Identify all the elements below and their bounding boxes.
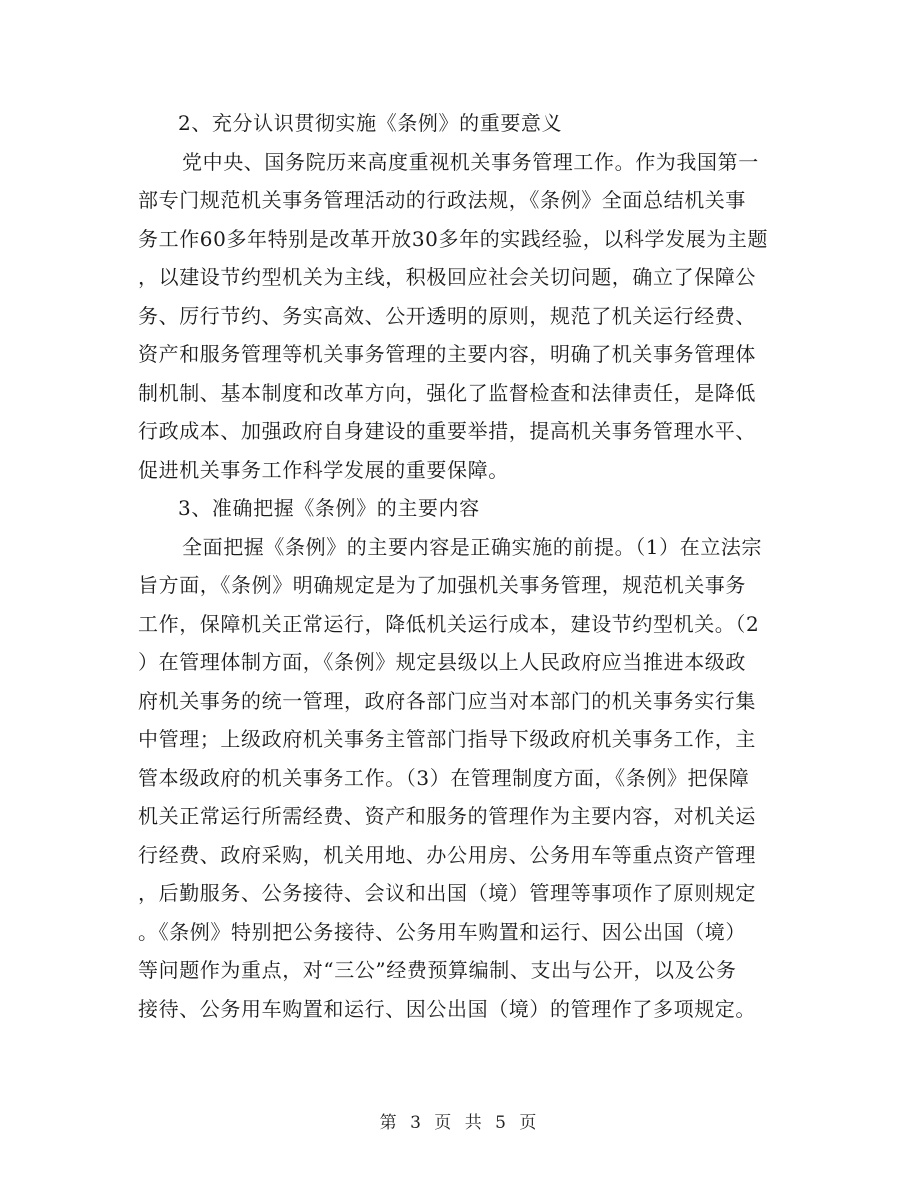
paragraph-line: 党中央、国务院历来高度重视机关事务管理工作。作为我国第一 — [182, 149, 759, 174]
paragraph-line: ）在管理体制方面，《条例》规定县级以上人民政府应当推进本级政 — [138, 650, 746, 674]
paragraph-line: 等问题作为重点，对“三公”经费预算编制、支出与公开，以及公务 — [138, 958, 737, 982]
document-body — [138, 104, 778, 1028]
paragraph-line: 制机制、基本制度和改革方向，强化了监督检查和法律责任，是降低 — [138, 380, 756, 405]
paragraph-line: 管本级政府的机关事务工作。（3）在管理制度方面，《条例》把保障 — [138, 765, 750, 790]
paragraph-line: 资产和服务管理等机关事务管理的主要内容，明确了机关事务管理体 — [138, 342, 756, 366]
paragraph-line: 机关正常运行所需经费、资产和服务的管理作为主要内容，对机关运 — [138, 804, 756, 828]
paragraph-line: 中管理；上级政府机关事务主管部门指导下级政府机关事务工作，主 — [138, 727, 756, 751]
paragraph-line: 务工作60多年特别是改革开放30多年的实践经验，以科学发展为主题 — [138, 226, 769, 251]
page-number-footer: 第 3 页 共 5 页 — [379, 1113, 541, 1133]
paragraph-line: 旨方面，《条例》明确规定是为了加强机关事务管理，规范机关事务 — [138, 573, 746, 597]
paragraph-line: 。《条例》特别把公务接待、公务用车购置和运行、因公出国（境） — [138, 919, 746, 944]
paragraph-line: 行经费、政府采购，机关用地、办公用房、公务用车等重点资产管理 — [138, 842, 756, 867]
paragraph-line: 全面把握《条例》的主要内容是正确实施的前提。（1）在立法宗 — [182, 534, 763, 559]
paragraph-line: ，后勤服务、公务接待、会议和出国（境）管理等事项作了原则规定 — [138, 881, 756, 905]
paragraph-line: 促进机关事务工作科学发展的重要保障。 — [138, 457, 509, 482]
paragraph-line: 务、厉行节约、务实高效、公开透明的原则，规范了机关运行经费、 — [138, 303, 756, 328]
paragraph-line: 部专门规范机关事务管理活动的行政法规，《条例》全面总结机关事 — [138, 188, 746, 212]
paragraph-line: 行政成本、加强政府自身建设的重要举措，提高机关事务管理水平、 — [138, 419, 756, 443]
paragraph-line: 工作，保障机关正常运行，降低机关运行成本，建设节约型机关。（2 — [138, 611, 760, 636]
paragraph-line: ，以建设节约型机关为主线，积极回应社会关切问题，确立了保障公 — [138, 265, 756, 289]
section-2-heading: 2、充分认识贯彻实施《条例》的重要意义 — [178, 111, 563, 135]
section-3-heading: 3、准确把握《条例》的主要内容 — [178, 496, 480, 520]
paragraph-line: 接待、公务用车购置和运行、因公出国（境）的管理作了多项规定。 — [138, 996, 756, 1021]
paragraph-line: 府机关事务的统一管理，政府各部门应当对本部门的机关事务实行集 — [138, 688, 756, 713]
